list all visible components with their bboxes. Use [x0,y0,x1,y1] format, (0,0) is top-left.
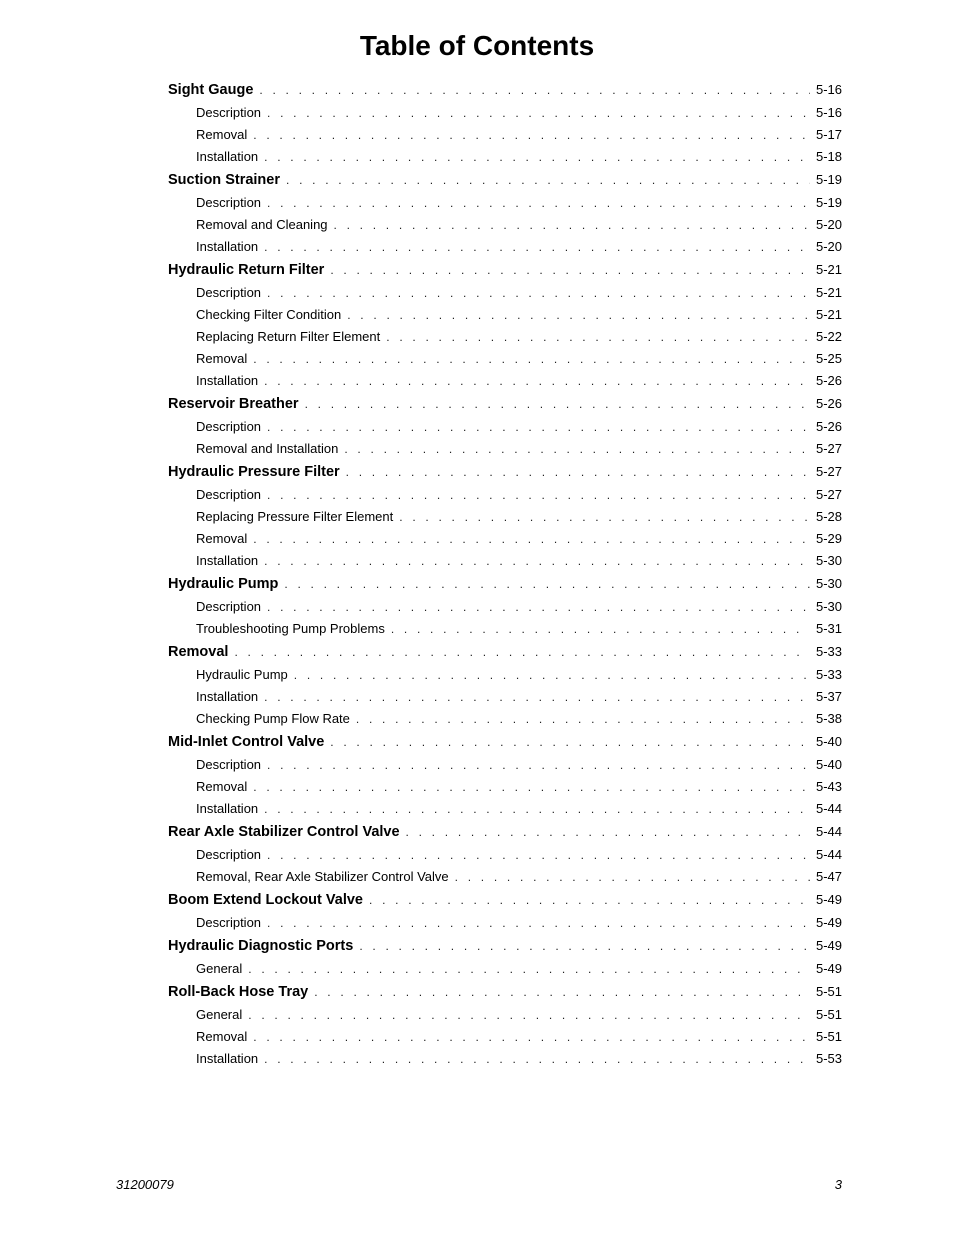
dot-leader [346,460,810,484]
toc-subentry[interactable] [168,304,842,326]
dot-leader [264,236,810,258]
toc-subentry[interactable] [168,798,842,820]
toc-entry-page: 5-38 [815,711,842,726]
toc-entry-label: Hydraulic Pump [168,576,279,592]
dot-leader [259,78,810,102]
toc-entry-label: Installation [196,373,259,388]
dot-leader [330,258,810,282]
toc-entry-page: 5-26 [815,373,842,388]
toc-section-entry[interactable] [168,392,842,416]
toc-subentry[interactable] [168,326,842,348]
toc-entry-page: 5-51 [815,1007,842,1022]
dot-leader [406,820,810,844]
toc-section-entry[interactable] [168,730,842,754]
toc-entry-label: Installation [196,689,259,704]
toc-subentry[interactable] [168,618,842,640]
toc-subentry[interactable] [168,506,842,528]
dot-leader [305,392,810,416]
toc-entry-page: 5-43 [815,779,842,794]
toc-entry-page: 5-21 [815,285,842,300]
toc-entry-label: General [196,961,243,976]
dot-leader [386,326,810,348]
toc-entry-label: Description [196,487,262,502]
dot-leader [284,572,810,596]
dot-leader [267,416,810,438]
toc-subentry[interactable] [168,958,842,980]
toc-entry-label: Removal and Cleaning [196,217,328,232]
dot-leader [267,754,810,776]
toc-list [168,78,842,1070]
toc-entry-page: 5-18 [815,149,842,164]
toc-entry-page: 5-31 [815,621,842,636]
toc-entry-page: 5-30 [815,599,842,614]
toc-entry-label: Hydraulic Diagnostic Ports [168,938,354,954]
toc-entry-label: Removal, Rear Axle Stabilizer Control Valve [196,869,449,884]
toc-entry-page: 5-17 [815,127,842,142]
toc-entry-label: Installation [196,1051,259,1066]
dot-leader [347,304,810,326]
dot-leader [264,686,810,708]
toc-section-entry[interactable] [168,258,842,282]
page-title: Table of Contents [359,30,595,61]
toc-subentry[interactable] [168,416,842,438]
toc-entry-label: Replacing Pressure Filter Element [196,509,394,524]
dot-leader [391,618,810,640]
toc-section-entry[interactable] [168,168,842,192]
toc-entry-page: 5-40 [815,757,842,772]
document-number: 31200079 [116,1177,174,1192]
toc-entry-page: 5-30 [815,576,842,591]
toc-entry-label: Hydraulic Pressure Filter [168,464,340,480]
toc-subentry[interactable] [168,484,842,506]
toc-entry-label: Reservoir Breather [168,396,299,412]
toc-entry-page: 5-49 [815,915,842,930]
dot-leader [267,596,810,618]
toc-entry-page: 5-40 [815,734,842,749]
dot-leader [267,102,810,124]
dot-leader [248,1004,810,1026]
toc-entry-label: Hydraulic Pump [196,667,288,682]
toc-entry-page: 5-27 [815,441,842,456]
toc-entry-page: 5-53 [815,1051,842,1066]
toc-entry-page: 5-28 [815,509,842,524]
toc-section-entry[interactable] [168,820,842,844]
toc-subentry[interactable] [168,282,842,304]
toc-subentry[interactable] [168,102,842,124]
toc-entry-label: Description [196,195,262,210]
dot-leader [356,708,810,730]
toc-entry-label: Installation [196,801,259,816]
dot-leader [253,528,810,550]
toc-entry-page: 5-33 [815,644,842,659]
toc-entry-page: 5-51 [815,1029,842,1044]
dot-leader [455,866,810,888]
toc-entry-label: Removal [196,351,248,366]
page-footer [116,1177,842,1192]
toc-entry-label: Removal and Installation [196,441,339,456]
toc-subentry[interactable] [168,776,842,798]
toc-entry-label: Description [196,599,262,614]
toc-entry-label: Troubleshooting Pump Problems [196,621,385,636]
toc-entry-label: Checking Pump Flow Rate [196,711,350,726]
toc-entry-label: Removal [168,644,229,660]
toc-subentry[interactable] [168,754,842,776]
toc-subentry[interactable] [168,192,842,214]
toc-entry-label: Replacing Return Filter Element [196,329,381,344]
dot-leader [267,192,810,214]
dot-leader [359,934,810,958]
toc-entry-label: Description [196,285,262,300]
dot-leader [253,348,810,370]
toc-entry-page: 5-25 [815,351,842,366]
dot-leader [253,776,810,798]
toc-entry-page: 5-30 [815,553,842,568]
dot-leader [267,484,810,506]
toc-entry-label: Sight Gauge [168,82,254,98]
toc-subentry[interactable] [168,1026,842,1048]
toc-entry-page: 5-26 [815,419,842,434]
toc-entry-page: 5-16 [815,82,842,97]
toc-entry-page: 5-22 [815,329,842,344]
toc-section-entry[interactable] [168,888,842,912]
toc-entry-page: 5-27 [815,487,842,502]
toc-subentry[interactable] [168,708,842,730]
toc-entry-page: 5-26 [815,396,842,411]
dot-leader [248,958,810,980]
page-number: 3 [834,1177,842,1192]
toc-entry-label: Mid-Inlet Control Valve [168,734,325,750]
dot-leader [234,640,810,664]
toc-entry-page: 5-21 [815,262,842,277]
toc-section-entry[interactable] [168,640,842,664]
toc-subentry[interactable] [168,528,842,550]
dot-leader [334,214,810,236]
toc-entry-label: Boom Extend Lockout Valve [168,892,363,908]
dot-leader [264,550,810,572]
dot-leader [369,888,810,912]
toc-entry-page: 5-44 [815,824,842,839]
toc-entry-page: 5-37 [815,689,842,704]
toc-subentry[interactable] [168,348,842,370]
dot-leader [294,664,810,686]
toc-subentry[interactable] [168,550,842,572]
dot-leader [253,1026,810,1048]
toc-subentry[interactable] [168,370,842,392]
toc-entry-label: Description [196,105,262,120]
dot-leader [264,146,810,168]
toc-subentry[interactable] [168,438,842,460]
toc-entry-label: Rear Axle Stabilizer Control Valve [168,824,400,840]
toc-entry-label: Description [196,757,262,772]
toc-entry-page: 5-20 [815,239,842,254]
toc-entry-label: General [196,1007,243,1022]
toc-entry-page: 5-33 [815,667,842,682]
toc-subentry[interactable] [168,124,842,146]
dot-leader [264,1048,810,1070]
toc-subentry[interactable] [168,866,842,888]
toc-entry-label: Roll-Back Hose Tray [168,984,309,1000]
toc-entry-page: 5-29 [815,531,842,546]
dot-leader [330,730,810,754]
toc-entry-page: 5-19 [815,172,842,187]
toc-entry-page: 5-27 [815,464,842,479]
toc-subentry[interactable] [168,596,842,618]
toc-entry-page: 5-16 [815,105,842,120]
toc-entry-label: Installation [196,553,259,568]
dot-leader [399,506,810,528]
dot-leader [344,438,810,460]
toc-entry-label: Suction Strainer [168,172,280,188]
toc-entry-page: 5-19 [815,195,842,210]
toc-subentry[interactable] [168,686,842,708]
toc-entry-label: Removal [196,531,248,546]
toc-entry-page: 5-47 [815,869,842,884]
dot-leader [286,168,810,192]
dot-leader [267,912,810,934]
dot-leader [314,980,810,1004]
toc-subentry[interactable] [168,214,842,236]
dot-leader [267,282,810,304]
toc-subentry[interactable] [168,1048,842,1070]
toc-entry-page: 5-51 [815,984,842,999]
toc-subentry[interactable] [168,146,842,168]
toc-entry-page: 5-20 [815,217,842,232]
toc-entry-label: Description [196,915,262,930]
toc-subentry[interactable] [168,664,842,686]
toc-entry-page: 5-49 [815,892,842,907]
toc-entry-label: Description [196,419,262,434]
toc-entry-page: 5-49 [815,961,842,976]
toc-section-entry[interactable] [168,78,842,102]
toc-entry-label: Installation [196,149,259,164]
toc-section-entry[interactable] [168,934,842,958]
toc-subentry[interactable] [168,236,842,258]
toc-entry-page: 5-49 [815,938,842,953]
toc-entry-label: Removal [196,779,248,794]
dot-leader [253,124,810,146]
toc-entry-label: Installation [196,239,259,254]
toc-section-entry[interactable] [168,460,842,484]
dot-leader [267,844,810,866]
toc-subentry[interactable] [168,1004,842,1026]
toc-section-entry[interactable] [168,980,842,1004]
toc-entry-label: Removal [196,1029,248,1044]
toc-entry-label: Description [196,847,262,862]
toc-subentry[interactable] [168,912,842,934]
dot-leader [264,370,810,392]
toc-entry-page: 5-44 [815,847,842,862]
toc-entry-label: Checking Filter Condition [196,307,342,322]
dot-leader [264,798,810,820]
toc-entry-page: 5-44 [815,801,842,816]
toc-entry-label: Removal [196,127,248,142]
toc-subentry[interactable] [168,844,842,866]
toc-entry-page: 5-21 [815,307,842,322]
toc-entry-label: Hydraulic Return Filter [168,262,325,278]
toc-section-entry[interactable] [168,572,842,596]
